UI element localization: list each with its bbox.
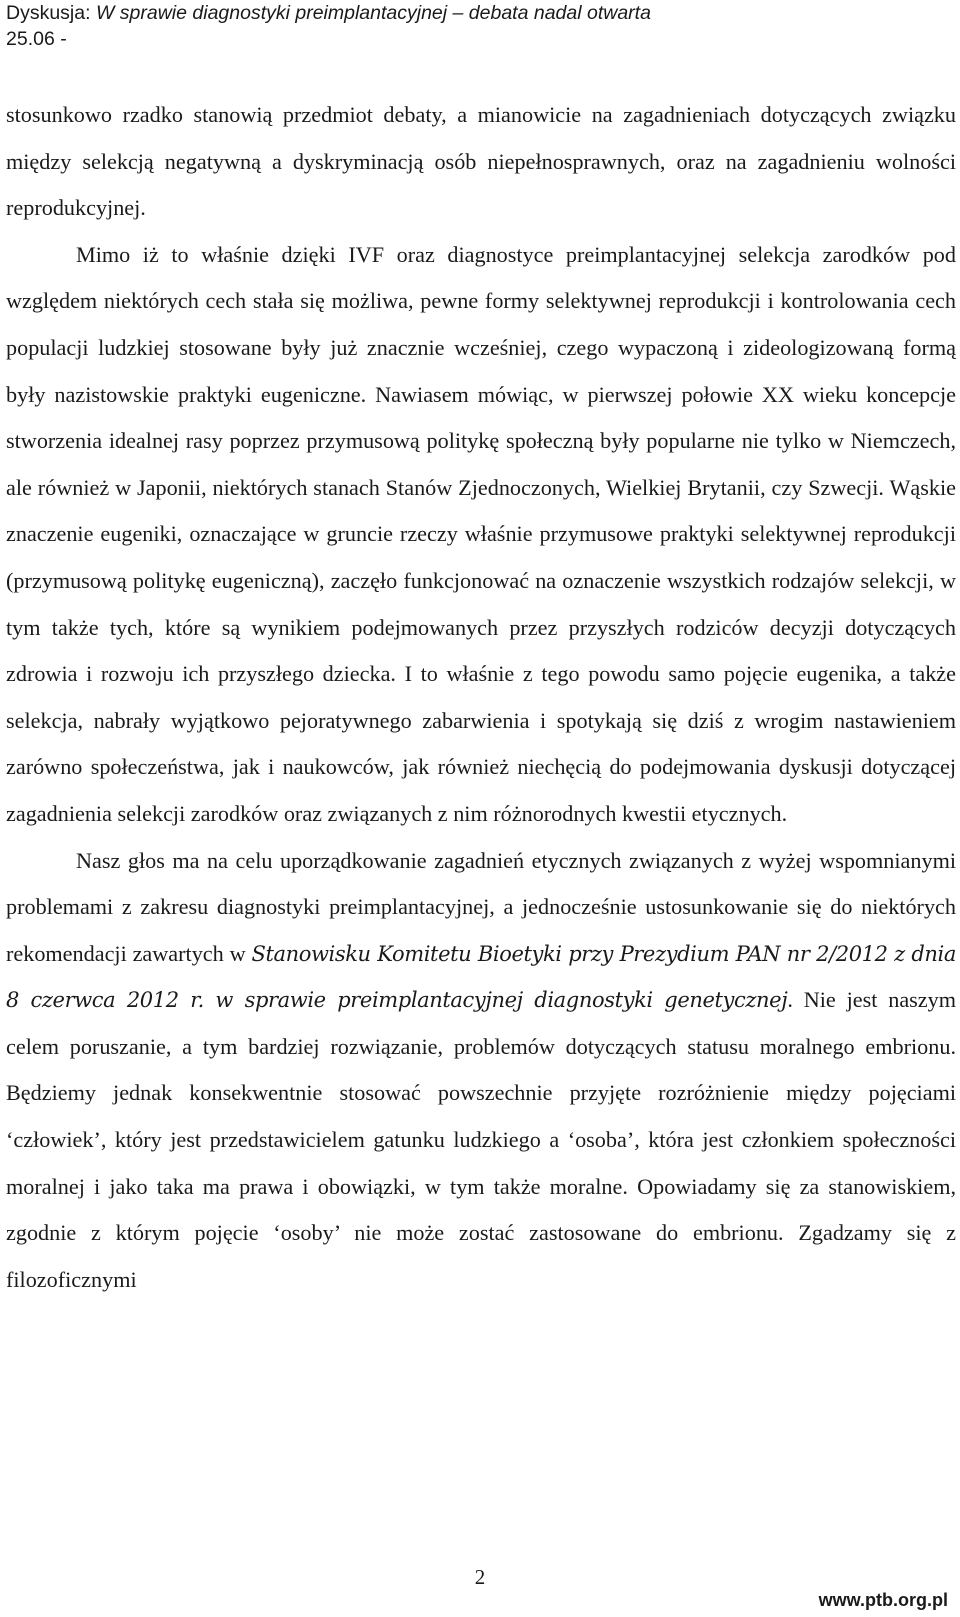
page-number: 2 bbox=[474, 1565, 486, 1589]
header-date: 25.06 - bbox=[6, 28, 67, 50]
paragraph-2: Mimo iż to właśnie dzięki IVF oraz diagnostyce preimplantacyjnej selekcja zarodków pod względem niektórych cech stała się możliwa, pewne formy selektywnej reprodukcji i kontrolowania cech populacji ludzkiej stosowane były już znacznie wcześniej, czego wypaczoną i zideologizowaną formą były nazistowskie praktyki eugeniczne. Nawiasem mówiąc, w pierwszej połowie XX wieku koncepcje stworzenia idealnej rasy poprzez przymusową politykę społeczną były popularne nie tylko w Niemczech, ale również w Japonii, niektórych stanach Stanów Zjednoczonych, Wielkiej Brytanii, czy Szwecji. Wąskie znaczenie eugeniki, oznaczające w gruncie rzeczy właśnie przymusowe praktyki selektywnej reprodukcji (przymusową politykę eugeniczną), zaczęło funkcjonować na oznaczenie wszystkich rodzajów selekcji, w tym także tych, które są wynikiem podejmowanych przez przyszłych rodziców decyzji dotyczących zdrowia i rozwoju ich przyszłego dziecka. I to właśnie z tego powodu samo pojęcie eugenika, a także selekcja, nabrały wyjątkowo pejoratywnego zabarwienia i spotykają się dziś z wrogim nastawieniem zarówno społeczeństwa, jak i naukowców, jak również niechęcią do podejmowania dyskusji dotyczącej zagadnienia selekcji zarodków oraz związanych z nim różnorodnych kwestii etycznych. bbox=[6, 241, 956, 826]
paragraph-3-rest: . Nie jest naszym celem poruszanie, a tym bardziej rozwiązanie, problemów dotyczących statusu moralnego embrionu. Będziemy jednak konsekwentnie stosować powszechnie przyjęte rozróżnienie między pojęciami ‘człowiek’, który jest przedstawicielem gatunku ludzkiego a ‘osoba’, która jest członkiem społeczności moralnej i jako taka ma prawa i obowiązki, w tym także moralne. Opowiadamy się za stanowiskiem, zgodnie z którym pojęcie ‘osoby’ nie może zostać zastosowane do embrionu. Zgadzamy się z filozoficznymi bbox=[6, 987, 957, 1292]
article-body bbox=[6, 92, 956, 1303]
paragraph-3-start: Nasz głos ma na celu uporządkowanie zagadnień etycznych związanych z wyżej wspomnianymi problemami z zakresu diagnostyki preimplantacyjnej, a jednocześnie ustosunkowanie się do niektórych rekomendacji zawartych w bbox=[6, 847, 956, 966]
page-header bbox=[6, 0, 651, 52]
paragraph-3 bbox=[6, 838, 956, 1304]
paragraph-1: stosunkowo rzadko stanowią przedmiot debaty, a mianowicie na zagadnieniach dotyczących związku między selekcją negatywną a dyskryminacją osób niepełnosprawnych, oraz na zagadnieniu wolności reprodukcyjnej. bbox=[6, 102, 956, 221]
header-prefix: Dyskusja: bbox=[6, 2, 96, 24]
site-url: www.ptb.org.pl bbox=[818, 1590, 948, 1610]
cited-document-title: Stanowisku Komitetu Bioetyki przy Prezydium PAN nr 2/2012 z dnia 8 czerwca 2012 r. w sprawie preimplantacyjnej diagnostyki genetycznej bbox=[6, 941, 956, 1013]
header-title: W sprawie diagnostyki preimplantacyjnej – debata nadal otwarta bbox=[95, 2, 651, 24]
header-title-line bbox=[6, 0, 651, 26]
